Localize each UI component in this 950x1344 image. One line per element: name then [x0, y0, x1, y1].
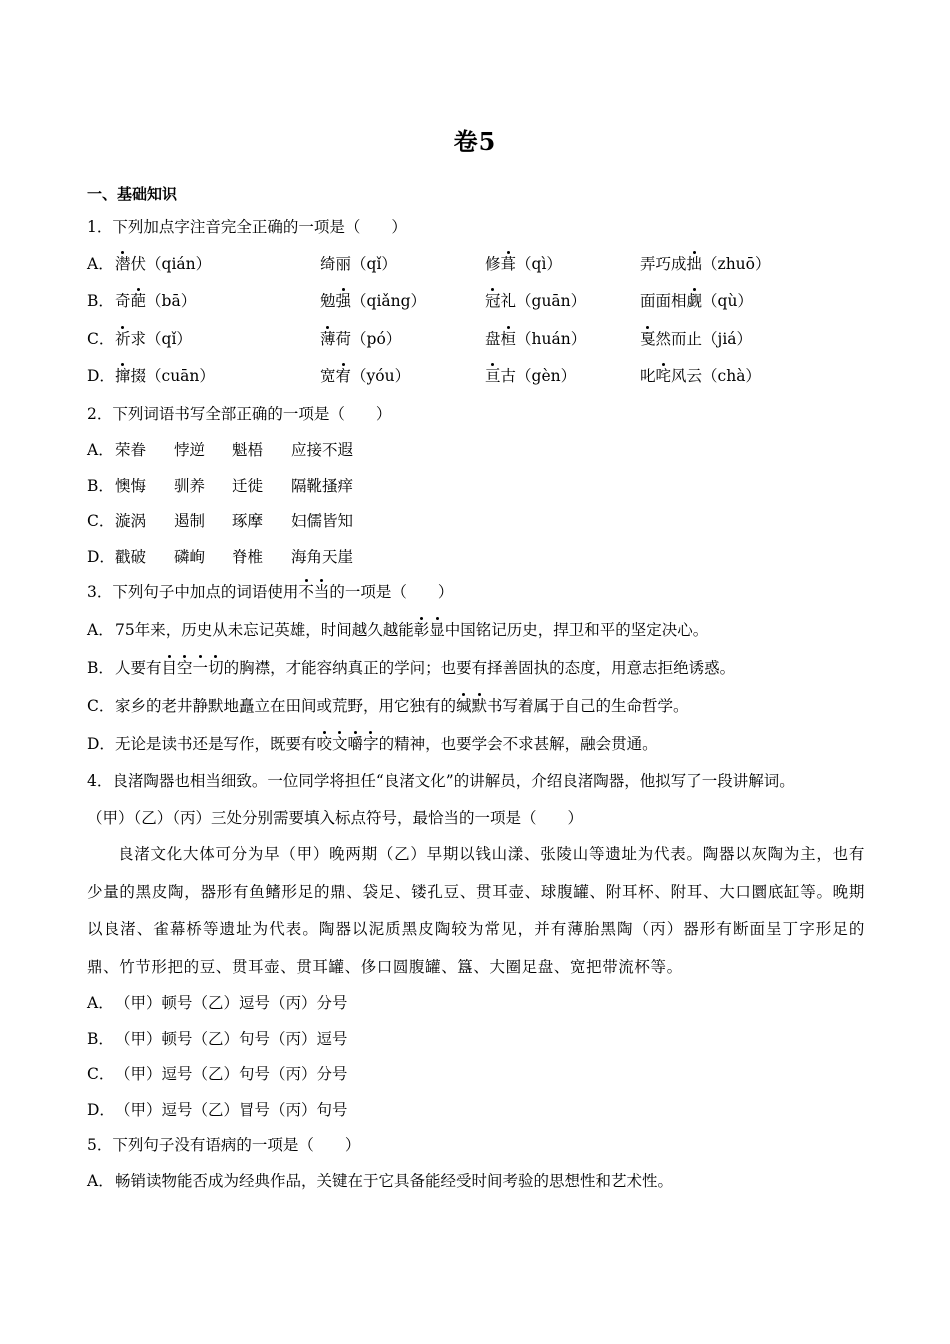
option-text: （甲）逗号（乙）句号（丙）分号 — [115, 1065, 348, 1083]
q2-stem: 2．下列词语书写全部正确的一项是（ ） — [87, 405, 392, 423]
item-text: 奇 — [115, 292, 131, 310]
item-text: 弄巧成 — [640, 255, 687, 273]
dotted-char: 文 — [332, 735, 348, 753]
q4-stem-line2: （甲）（乙）（丙）三处分别需要填入标点符号，最恰当的一项是（ ） — [87, 809, 584, 827]
q2-word: 魁梧 — [232, 441, 264, 459]
item-pinyin: 掇（cuān） — [130, 367, 215, 385]
dotted-char: 祈 — [115, 330, 131, 348]
item-pinyin: 风云（chà） — [671, 367, 761, 385]
item-text: 修 — [485, 255, 501, 273]
item-pinyin: 礼（guān） — [500, 292, 587, 310]
q2-option-letter: B． — [87, 477, 114, 495]
q2-word: 脊椎 — [232, 548, 264, 566]
dotted-char: 葩 — [130, 292, 147, 310]
option-letter: C． — [87, 697, 115, 715]
option-letter: B． — [87, 1030, 114, 1048]
item-pinyin: （zhuō） — [702, 255, 771, 273]
option-letter: A． — [87, 994, 114, 1012]
q1-option-item — [115, 254, 211, 274]
option-text: 家乡的老井静默地矗立在田间或荒野，用它独有的 — [115, 697, 457, 715]
q1-option-item — [320, 291, 426, 311]
q4-option — [87, 1064, 348, 1084]
item-pinyin: （yóu） — [351, 367, 411, 385]
q1-option-item — [320, 366, 410, 386]
emphasis-char: 当 — [313, 583, 330, 601]
item-text: 绮 — [320, 255, 336, 273]
q1-option-item — [640, 254, 771, 274]
item-pinyin: （qiǎng） — [351, 292, 427, 310]
q3-stem-post: 的一项是（ ） — [329, 583, 454, 601]
dotted-char: 撺 — [115, 367, 131, 385]
q2-option-letter: C． — [87, 512, 115, 530]
q4-stem-line1: 4．良渚陶器也相当细致。一位同学将担任“良渚文化”的讲解员，介绍良渚陶器，他拟写了一段讲解词。 — [87, 772, 795, 790]
item-pinyin: 古（gèn） — [500, 367, 577, 385]
item-pinyin: 丽（qǐ） — [335, 255, 397, 273]
dotted-char: 强 — [335, 292, 352, 310]
q2-word: 琢摩 — [232, 512, 264, 530]
q1-option-letter: A． — [87, 255, 114, 273]
q1-option-item — [115, 291, 196, 311]
option-text: 书写着属于自己的生命哲学。 — [487, 697, 689, 715]
item-pinyin: 伏（qián） — [130, 255, 212, 273]
q4-passage: 良渚文化大体可分为早（甲）晚两期（乙）早期以钱山漾、张陵山等遗址为代表。陶器以灰陶为主，也有少量的黑皮陶，器形有鱼鳍形足的鼎、袋足、镂孔豆、贯耳壶、球腹罐、附耳杯、附耳、大口圜底缸等。晚期以良渚、雀幕桥等遗址为代表。陶器以泥质黑皮陶较为常见，并有薄胎黑陶（丙）器形有断面呈丁字形足的鼎、竹节形把的豆、贯耳壶、贯耳罐、侈口圆腹罐、簋、大圈足盘、宽把带流杯等。 — [87, 845, 865, 976]
q1-option-item — [640, 329, 752, 349]
q2-word: 驯养 — [174, 477, 206, 495]
q2-option-letter: A． — [87, 441, 114, 459]
dotted-char: 咬 — [316, 735, 333, 753]
dotted-char: 拙 — [686, 255, 703, 273]
option-text: 中国铭记历史，捍卫和平的坚定决心。 — [444, 621, 709, 639]
q3-stem-dotted — [298, 583, 329, 601]
item-text: 面面相 — [640, 292, 687, 310]
q2-word: 悖逆 — [174, 441, 206, 459]
dotted-char: 空 — [177, 659, 193, 677]
item-pinyin: 求（qǐ） — [130, 330, 192, 348]
q4-option — [87, 1029, 348, 1049]
q1-option-letter: B． — [87, 292, 114, 310]
q2-option-letter: D． — [87, 548, 115, 566]
q3-option — [87, 696, 689, 716]
dotted-char: 默 — [471, 697, 488, 715]
item-pinyin: （bā） — [146, 292, 197, 310]
emphasis-char: 不 — [298, 583, 314, 601]
dotted-char: 目 — [161, 659, 178, 677]
dotted-char: 字 — [363, 735, 379, 753]
q1-option-item — [640, 366, 761, 386]
option-text: （甲）逗号（乙）冒号（丙）句号 — [115, 1101, 348, 1119]
option-letter: D． — [87, 735, 115, 753]
item-text: 叱 — [640, 367, 656, 385]
q2-word: 遏制 — [174, 512, 206, 530]
q1-option-item — [485, 291, 586, 311]
option-text: 的精神，也要学会不求甚解，融会贯通。 — [378, 735, 658, 753]
option-letter: C． — [87, 1065, 115, 1083]
dotted-char: 葺 — [500, 255, 517, 273]
q1-option-item — [485, 254, 562, 274]
option-text: （甲）顿号（乙）句号（丙）逗号 — [115, 1030, 348, 1048]
item-text: 盘 — [485, 330, 501, 348]
q1-option-letter: C． — [87, 330, 115, 348]
q4-option — [87, 993, 348, 1013]
dotted-char: 觑 — [686, 292, 703, 310]
q3-stem-pre: 3．下列句子中加点的词语使用 — [87, 583, 299, 601]
option-letter: B． — [87, 659, 114, 677]
q2-word: 隔靴搔痒 — [291, 477, 354, 495]
q1-option-item — [115, 366, 215, 386]
q3-option — [87, 734, 658, 754]
q2-word: 磷峋 — [174, 548, 206, 566]
q5-option — [87, 1171, 673, 1191]
option-text: 75年来，历史从未忘记英雄，时间越久越能 — [115, 621, 414, 639]
item-text: 宽 — [320, 367, 336, 385]
q1-option-item — [320, 254, 397, 274]
dotted-char: 冠 — [485, 292, 501, 310]
q2-word: 妇儒皆知 — [291, 512, 354, 530]
dotted-char: 嚼 — [347, 735, 364, 753]
dotted-char: 宥 — [335, 367, 352, 385]
item-pinyin: （qù） — [702, 292, 753, 310]
option-letter: A． — [87, 1172, 114, 1190]
dotted-char: 戛 — [640, 330, 656, 348]
q3-option — [87, 658, 735, 678]
item-pinyin: （huán） — [516, 330, 587, 348]
q2-word: 迁徙 — [232, 477, 264, 495]
q1-option-item — [640, 291, 753, 311]
q1-stem: 1．下列加点字注音完全正确的一项是（ ） — [87, 218, 407, 236]
q2-word: 戳破 — [115, 548, 147, 566]
page-title: 卷5 — [453, 127, 497, 156]
dotted-char: 缄 — [456, 697, 472, 715]
dotted-char: 薄 — [320, 330, 336, 348]
option-letter: A． — [87, 621, 114, 639]
option-text: 无论是读书还是写作，既要有 — [115, 735, 317, 753]
q4-option — [87, 1100, 348, 1120]
dotted-char: 彰 — [413, 621, 430, 639]
q2-word: 漩涡 — [115, 512, 147, 530]
item-pinyin: 荷（pó） — [335, 330, 402, 348]
q3-stem — [87, 582, 453, 602]
item-pinyin: （qì） — [516, 255, 562, 273]
section-heading: 一、基础知识 — [87, 185, 178, 203]
dotted-char: 咤 — [655, 367, 672, 385]
q2-word: 懊悔 — [115, 477, 147, 495]
q2-word: 应接不遐 — [291, 441, 354, 459]
q1-option-item — [485, 366, 576, 386]
dotted-char: 一 — [192, 659, 209, 677]
q5-stem: 5．下列句子没有语病的一项是（ ） — [87, 1136, 361, 1154]
option-text: 人要有 — [115, 659, 162, 677]
dotted-char: 潜 — [115, 255, 131, 273]
q2-word: 荣眷 — [115, 441, 147, 459]
q1-option-item — [485, 329, 586, 349]
q1-option-letter: D． — [87, 367, 115, 385]
item-pinyin: 然而止（jiá） — [655, 330, 753, 348]
dotted-char: 亘 — [485, 367, 501, 385]
option-text: （甲）顿号（乙）逗号（丙）分号 — [115, 994, 348, 1012]
q1-option-item — [115, 329, 192, 349]
item-text: 勉 — [320, 292, 336, 310]
dotted-char: 切 — [208, 659, 224, 677]
q1-option-item — [320, 329, 401, 349]
q2-word: 海角天崖 — [291, 548, 354, 566]
dotted-char: 桓 — [500, 330, 517, 348]
dotted-char: 显 — [429, 621, 445, 639]
option-letter: D． — [87, 1101, 115, 1119]
q3-option — [87, 620, 708, 640]
option-text: 的胸襟，才能容纳真正的学问；也要有择善固执的态度，用意志拒绝诱惑。 — [223, 659, 736, 677]
option-text: 畅销读物能否成为经典作品，关键在于它具备能经受时间考验的思想性和艺术性。 — [115, 1172, 674, 1190]
